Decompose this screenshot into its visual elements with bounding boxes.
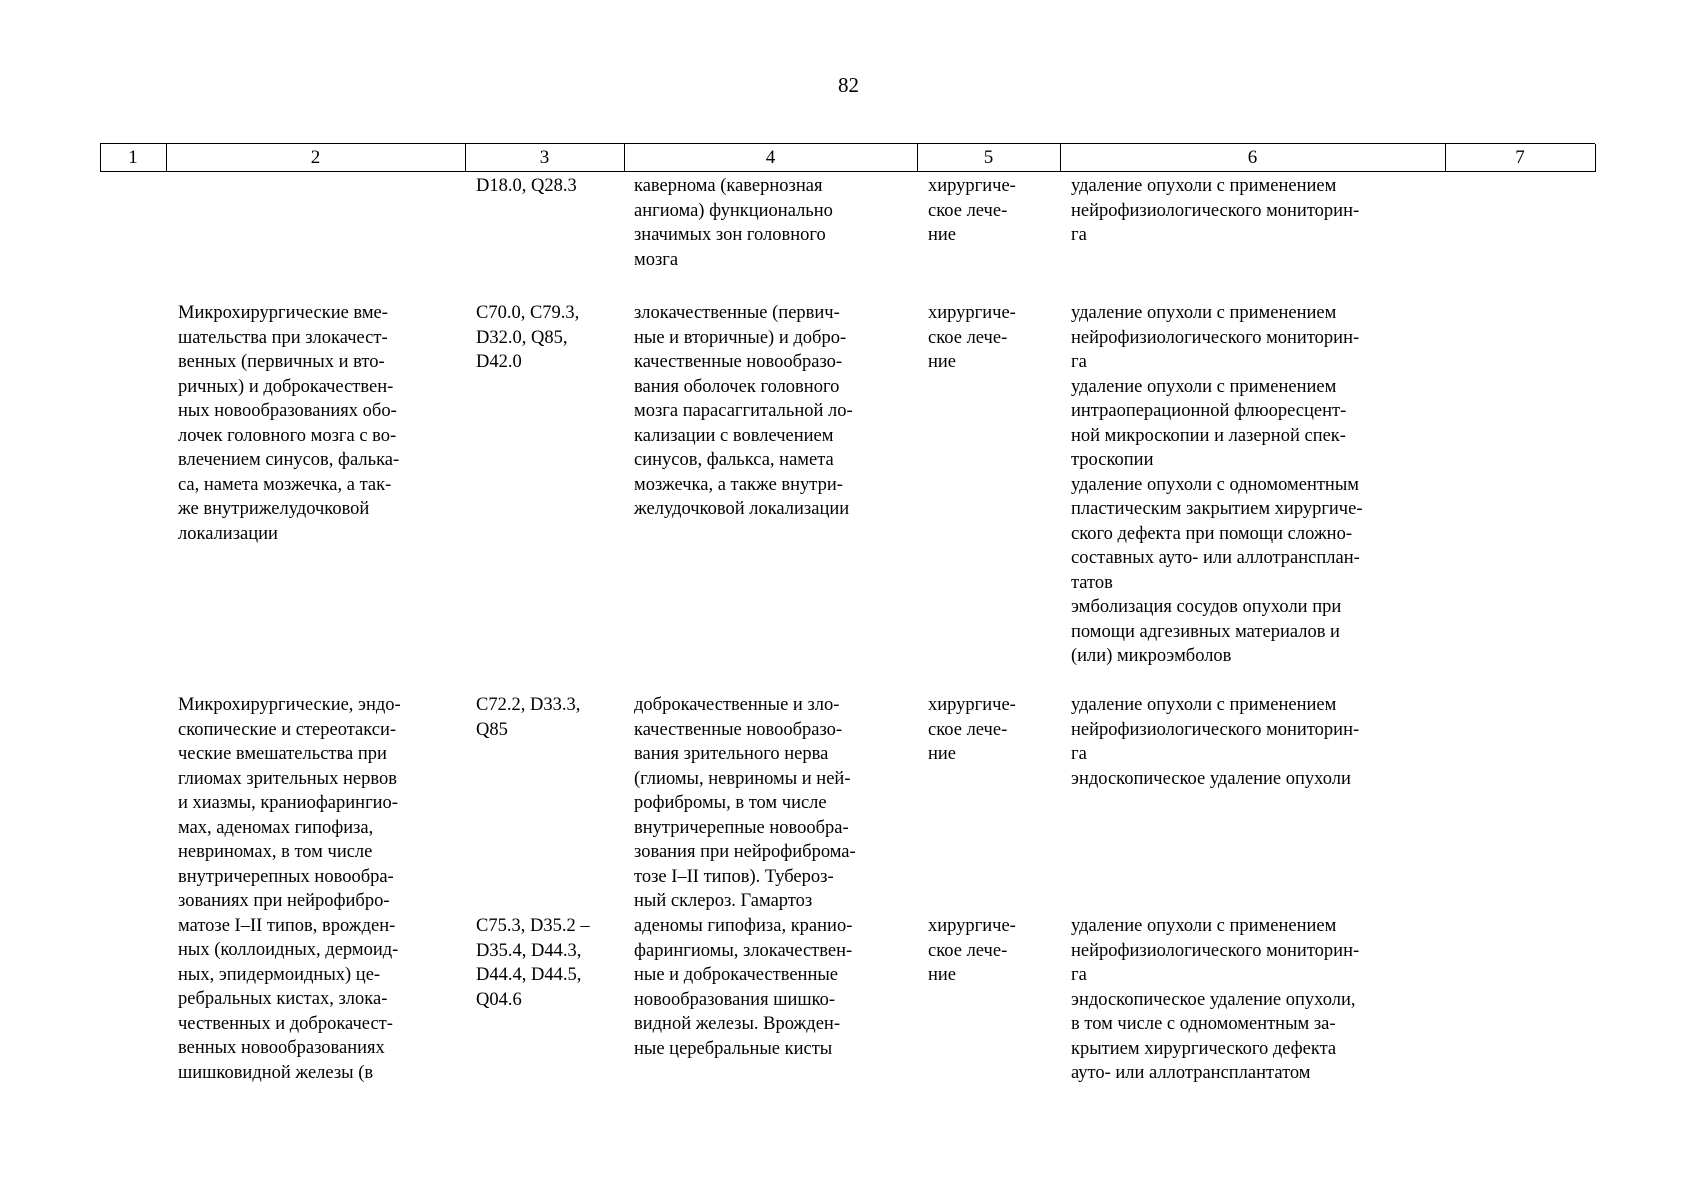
cell-line: нейрофизиологического мониторин- xyxy=(1071,940,1360,961)
cell-line: га xyxy=(1071,744,1087,764)
cell-line: ское лече- xyxy=(928,719,1008,740)
treatment-type xyxy=(928,693,1050,767)
cell-line: венных новообразованиях xyxy=(178,1038,385,1058)
header-cell-1: 1 xyxy=(128,147,138,168)
cell-line: ных новообразованиях обо- xyxy=(178,401,397,421)
cell-line: ского дефекта при помощи сложно- xyxy=(1071,523,1352,544)
cell-line: матозе I–II типов, врожден- xyxy=(178,915,396,936)
cell-line: синусов, фалькса, намета xyxy=(634,450,834,470)
cell-line: ние xyxy=(928,744,957,764)
header-bottom-rule xyxy=(100,171,1595,172)
cell-line: га xyxy=(1071,965,1087,985)
treatment-method xyxy=(1071,914,1434,1086)
icd-codes xyxy=(476,174,613,199)
header-top-rule xyxy=(100,143,1595,144)
cell-line: видной железы. Врожден- xyxy=(634,1014,840,1034)
cell-line: интраоперационной флюоресцент- xyxy=(1071,401,1347,421)
cell-line: ные и доброкачественные xyxy=(634,965,838,985)
cell-line: качественные новообразо- xyxy=(634,719,843,740)
cell-line: злокачественные (первич- xyxy=(634,303,840,323)
header-divider xyxy=(1595,144,1596,172)
header-cell-3: 3 xyxy=(539,147,550,168)
treatment-type xyxy=(928,914,1050,988)
cell-line: вания оболочек головного xyxy=(634,376,840,397)
cell-line: ной микроскопии и лазерной спек- xyxy=(1071,425,1346,446)
cell-line: кавернома (кавернозная xyxy=(634,176,823,196)
cell-line: га xyxy=(1071,352,1087,372)
cell-line: и хиазмы, краниофарингио- xyxy=(178,793,398,813)
cell-line: мозга парасаггитальной ло- xyxy=(634,401,853,421)
cell-line: помощи адгезивных материалов и xyxy=(1071,621,1340,642)
cell-line: (или) микроэмболов xyxy=(1071,646,1232,666)
cell-line: удаление опухоли с применением xyxy=(1071,376,1337,397)
cell-line: скопические и стереотакси- xyxy=(178,719,397,740)
cell-line: ных, эпидермоидных) це- xyxy=(178,964,381,985)
header-cell-6: 6 xyxy=(1247,147,1258,168)
cell-line: троскопии xyxy=(1071,450,1154,470)
icd-codes xyxy=(476,301,613,375)
cell-line: D35.4, D44.3, xyxy=(476,940,582,961)
cell-line: фарингиомы, злокачествен- xyxy=(634,940,853,961)
cell-line: ные и вторичные) и добро- xyxy=(634,327,847,348)
cell-line: C70.0, C79.3, xyxy=(476,303,580,323)
cell-line: татов xyxy=(1071,572,1113,593)
cell-line: влечением синусов, фалька- xyxy=(178,450,400,470)
cell-line: ние xyxy=(928,352,957,372)
cell-line: ауто- или аллотрансплантатом xyxy=(1071,1063,1311,1083)
treatment-method xyxy=(1071,174,1434,248)
cell-line: ское лече- xyxy=(928,327,1008,348)
cell-line: ние xyxy=(928,225,957,245)
page-number: 82 xyxy=(838,73,859,97)
cell-line: новообразования шишко- xyxy=(634,989,836,1010)
cell-line: мах, аденомах гипофиза, xyxy=(178,817,374,838)
cell-line: нейрофизиологического мониторин- xyxy=(1071,200,1360,221)
cell-line: D42.0 xyxy=(476,352,522,372)
cell-line: ческие вмешательства при xyxy=(178,744,387,764)
cell-line: шательства при злокачест- xyxy=(178,327,388,348)
cell-line: качественные новообразо- xyxy=(634,352,843,372)
cell-line: (глиомы, невриномы и ней- xyxy=(634,768,851,789)
disease-model xyxy=(634,914,906,1061)
cell-line: значимых зон головного xyxy=(634,225,826,245)
cell-line: крытием хирургического дефекта xyxy=(1071,1038,1337,1059)
cell-line: желудочковой локализации xyxy=(634,499,850,519)
cell-line: Микрохирургические, эндо- xyxy=(178,695,401,715)
cell-line: хирургиче- xyxy=(928,176,1016,196)
disease-model xyxy=(634,301,906,522)
cell-line: Q04.6 xyxy=(476,989,522,1010)
treatment-type xyxy=(928,301,1050,375)
cell-line: ребральных кистах, злока- xyxy=(178,989,388,1009)
cell-line: ных (коллоидных, дермоид- xyxy=(178,940,399,960)
cell-line: зованиях при нейрофибро- xyxy=(178,891,390,911)
cell-line: шишковидной железы (в xyxy=(178,1062,374,1083)
cell-line: вания зрительного нерва xyxy=(634,744,829,764)
cell-line: D18.0, Q28.3 xyxy=(476,176,577,196)
cell-line: в том числе с одномоментным за- xyxy=(1071,1014,1336,1034)
cell-line: глиомах зрительных нервов xyxy=(178,768,397,789)
cell-line: ричных) и доброкачествен- xyxy=(178,376,394,397)
cell-line: са, намета мозжечка, а так- xyxy=(178,474,392,495)
cell-line: мозга xyxy=(634,249,679,270)
cell-line: D44.4, D44.5, xyxy=(476,965,582,985)
treatment-method xyxy=(1071,301,1434,669)
cell-line: D32.0, Q85, xyxy=(476,327,568,348)
header-cell-4: 4 xyxy=(765,147,776,168)
treatment-method xyxy=(1071,693,1434,791)
cell-line: эмболизация сосудов опухоли при xyxy=(1071,597,1342,617)
treatment-type xyxy=(928,174,1050,248)
cell-line: га xyxy=(1071,225,1087,245)
cell-line: лочек головного мозга с во- xyxy=(178,425,397,446)
cell-line: ское лече- xyxy=(928,940,1008,961)
cell-line: C75.3, D35.2 – xyxy=(476,916,590,936)
cell-line: внутричерепные новообра- xyxy=(634,817,849,838)
cell-line: эндоскопическое удаление опухоли, xyxy=(1071,989,1356,1010)
cell-line: венных (первичных и вто- xyxy=(178,352,385,372)
cell-line: ское лече- xyxy=(928,200,1008,221)
cell-line: Q85 xyxy=(476,719,508,740)
cell-line: же внутрижелудочковой xyxy=(178,499,370,519)
cell-line: мозжечка, а также внутри- xyxy=(634,474,843,495)
intervention-name xyxy=(178,693,454,1085)
icd-codes xyxy=(476,693,613,742)
cell-line: нейрофизиологического мониторин- xyxy=(1071,719,1360,740)
cell-line: Микрохирургические вме- xyxy=(178,303,388,323)
cell-line: ние xyxy=(928,965,957,985)
cell-line: ный склероз. Гамартоз xyxy=(634,891,813,911)
cell-line: чественных и доброкачест- xyxy=(178,1013,393,1034)
cell-line: кализации с вовлечением xyxy=(634,425,834,446)
header-cell-7: 7 xyxy=(1515,147,1525,168)
header-cell-2: 2 xyxy=(310,147,321,168)
cell-line: доброкачественные и зло- xyxy=(634,695,840,715)
disease-model xyxy=(634,693,906,914)
header-cell-5: 5 xyxy=(983,147,994,168)
cell-line: удаление опухоли с применением xyxy=(1071,916,1337,936)
cell-line: удаление опухоли с применением xyxy=(1071,695,1337,715)
cell-line: удаление опухоли с одномоментным xyxy=(1071,474,1359,495)
disease-model xyxy=(634,174,906,272)
intervention-name xyxy=(178,301,454,546)
cell-line: составных ауто- или аллотрансплан- xyxy=(1071,548,1360,568)
cell-line: пластическим закрытием хирургиче- xyxy=(1071,499,1363,519)
cell-line: ангиома) функционально xyxy=(634,200,833,221)
cell-line: удаление опухоли с применением xyxy=(1071,176,1337,196)
cell-line: тозе I–II типов). Тубероз- xyxy=(634,866,834,887)
cell-line: внутричерепных новообра- xyxy=(178,866,394,887)
cell-line: хирургиче- xyxy=(928,695,1016,715)
cell-line: C72.2, D33.3, xyxy=(476,695,581,715)
cell-line: зования при нейрофиброма- xyxy=(634,842,856,862)
cell-line: хирургиче- xyxy=(928,303,1016,323)
cell-line: аденомы гипофиза, кранио- xyxy=(634,916,853,936)
cell-line: невриномах, в том числе xyxy=(178,842,373,862)
icd-codes xyxy=(476,914,613,1012)
cell-line: нейрофизиологического мониторин- xyxy=(1071,327,1360,348)
cell-line: хирургиче- xyxy=(928,916,1016,936)
cell-line: ные церебральные кисты xyxy=(634,1038,833,1059)
cell-line: удаление опухоли с применением xyxy=(1071,303,1337,323)
cell-line: локализации xyxy=(178,523,278,544)
cell-line: рофибромы, в том числе xyxy=(634,793,827,813)
cell-line: эндоскопическое удаление опухоли xyxy=(1071,768,1351,789)
